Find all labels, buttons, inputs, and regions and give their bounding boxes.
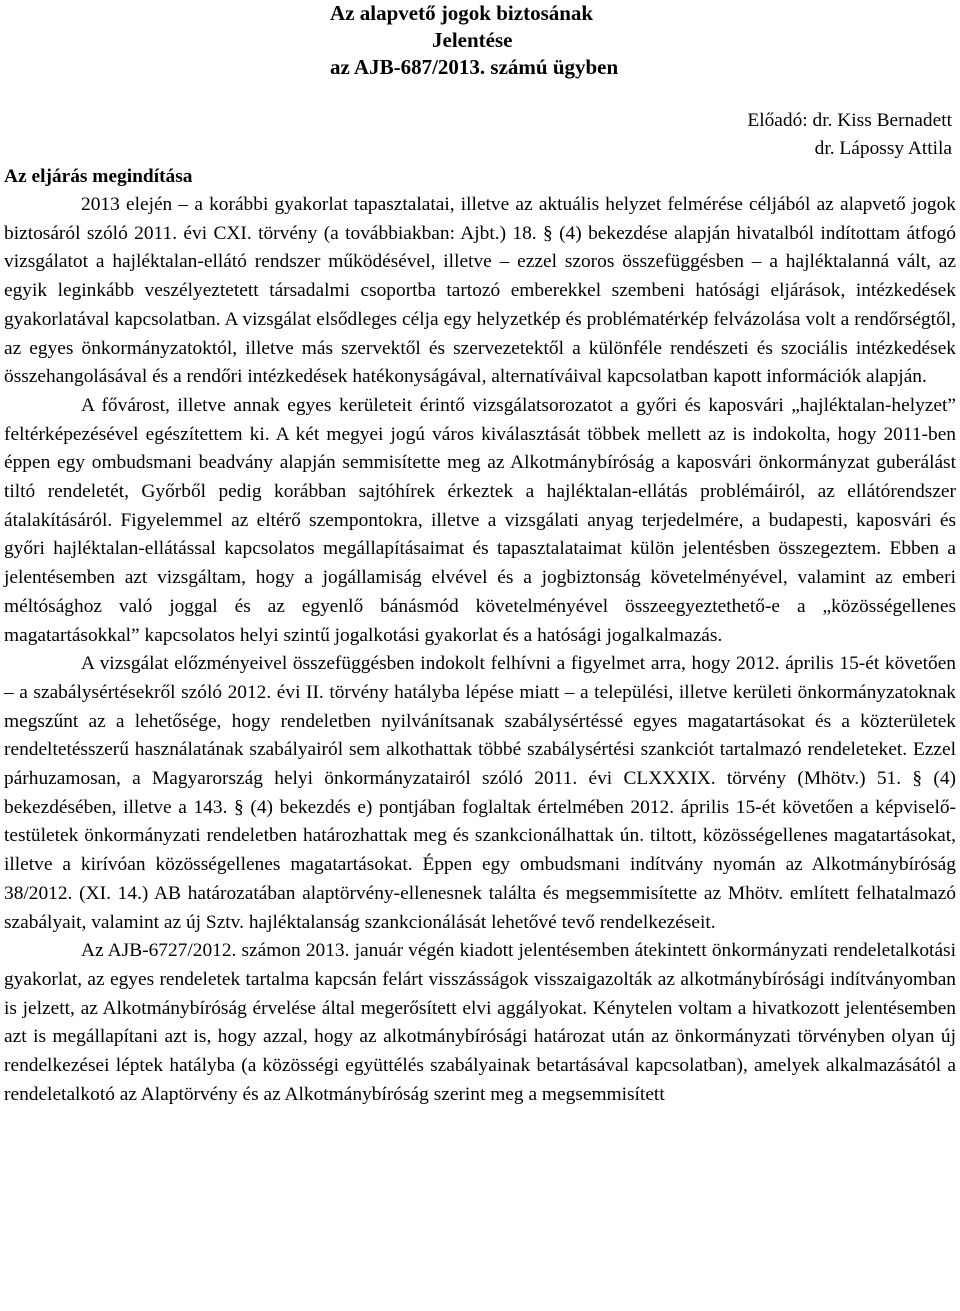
paragraph-3: A vizsgálat előzményeivel összefüggésben indokolt felhívni a figyelmet arra, hogy 2012. április 15-ét követően – a szabálysértésekről szóló 2012. évi II. törvény hatályba lépése miatt – a települési, illetve kerületi önkormányzatoknak megszűnt az a lehetősége, hogy rendeletben nyilvánítsanak szabálysértéssé egyes magatartásokat és a közterületek rendeltetésszerű használatának szabályairól sem alkothattak többé szabálysértési szankciót tartalmazó rendeleteket. Ezzel párhuzamosan, a Magyarország helyi önkormányzatairól szóló 2011. évi CLXXXIX. törvény (Mhötv.) 51. § (4) bekezdésében, illetve a 143. § (4) bekezdés e) pontjában foglaltak értelmében 2012. április 15-ét követően a képviselő-testületek önkormányzati rendeletben határozhattak meg és szankcionálhattak ún. tiltott, közösségellenes magatartásokat, illetve a kirívóan közösségellenes magatartásokat. Éppen egy ombudsmani indítvány nyomán az Alkotmánybíróság 38/2012. (XI. 14.) AB határozatában alaptörvény-ellenesnek találta és megsemmisítette az Mhötv. említett felhatalmazó szabályait, valamint az új Sztv. hajléktalanság szankcionálását lehetővé tevő rendelkezéseit.	[4, 653, 956, 933]
paragraph-1: 2013 elején – a korábbi gyakorlat tapasztalatai, illetve az aktuális helyzet felmérése céljából az alapvető jogok biztosáról szóló 2011. évi CXI. törvény (a továbbiakban: Ajbt.) 18. § (4) bekezdése alapján hivatalból indítottam átfogó vizsgálatot a hajléktalan-ellátó rendszer működésével, illetve – ezzel szoros összefüggésben – a hajléktalanná vált, az egyik leginkább veszélyeztetett társadalmi csoportba tartozó emberekkel szembeni hatósági eljárások, intézkedések gyakorlatával kapcsolatban. A vizsgálat elsődleges célja egy helyzetkép és problématérkép felvázolása volt a rendőrségtől, az egyes önkormányzatoktól, illetve más szervektől és szervezetektől a különféle rendészeti és szociális intézkedések összehangolásával és a rendőri intézkedések hatékonyságával, alternatíváival kapcsolatban kapott információk alapján.	[4, 194, 956, 388]
presenter-line-1: Előadó: dr. Kiss Bernadett	[747, 110, 952, 131]
presenters-block	[4, 107, 956, 163]
paragraph-4: Az AJB-6727/2012. számon 2013. január végén kiadott jelentésemben átekintett önkormányzati rendeletalkotási gyakorlat, az egyes rendeletek tartalma kapcsán felárt visszásságok visszaigazolták az alkotmánybírósági indítványomban is jelzett, az Alkotmánybíróság érvelése által megerősített elvi aggályokat. Kénytelen voltam a hivatkozott jelentésemben azt is megállapítani azt is, hogy azzal, hogy az alkotmánybírósági határozat után az önkormányzati törvényben olyan új rendelkezései léptek hatályba (a közösségi együttélés szabályainak betartásával kapcsolatban), amelyek alkalmazásától a rendeletalkotó az Alaptörvény és az Alkotmánybíróság szerint meg a megsemmisített	[4, 940, 956, 1105]
document-title	[4, 0, 956, 81]
title-line-3: az AJB-687/2013. számú ügyben	[330, 55, 619, 79]
title-line-1: Az alapvető jogok biztosának	[330, 1, 594, 25]
title-line-2: Jelentése	[432, 28, 513, 52]
section-heading: Az eljárás megindítása	[4, 166, 193, 187]
presenter-line-2: dr. Lápossy Attila	[814, 138, 952, 159]
paragraph-2: A fővárost, illetve annak egyes kerületeit érintő vizsgálatsorozatot a győri és kaposvári „hajléktalan-helyzet” feltérképezésével egészítettem ki. A két megyei jogú város kiválasztását többek mellett az is indokolta, hogy 2011-ben éppen egy ombudsmani beadvány alapján semmisítette meg az Alkotmánybíróság a kaposvári önkormányzat guberálást tiltó rendeletét, Győrből pedig korábban sajtóhírek érkeztek a hajléktalan-ellátás problémáiról, az ellátórendszer átalakításáról. Figyelemmel az eltérő szempontokra, illetve a vizsgálati anyag terjedelmére, a budapesti, kaposvári és győri hajléktalan-ellátással kapcsolatos megállapításaimat és tapasztalataimat külön jelentésben összegeztem. Ebben a jelentésemben azt vizsgáltam, hogy a jogállamiság elvével és a jogbiztonság követelményével, valamint az emberi méltósághoz való joggal és az egyenlő bánásmód követelményével összeegyeztethető-e a „közösségellenes magatartásokkal” kapcsolatos helyi szintű jogalkotási gyakorlat és a hatósági jogalkalmazás.	[4, 394, 956, 646]
document-page	[4, 0, 956, 1110]
